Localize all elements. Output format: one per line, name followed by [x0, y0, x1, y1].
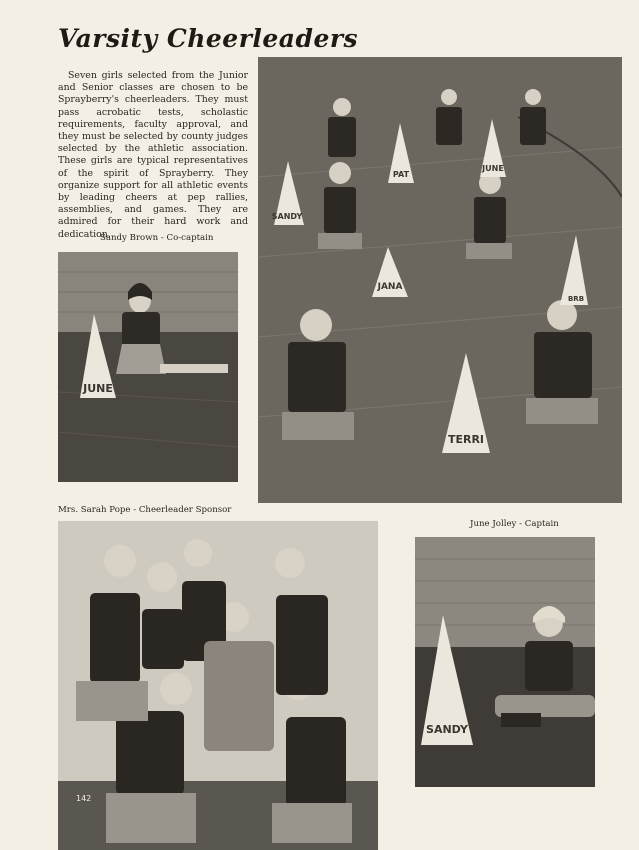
photo-group-court	[258, 57, 622, 503]
megaphone-label: SANDY	[426, 723, 468, 736]
photo-sponsor-group	[58, 521, 378, 850]
caption-sponsor: Mrs. Sarah Pope - Cheerleader Sponsor	[58, 505, 232, 515]
megaphone-label: BRB	[567, 295, 585, 303]
photo-captain	[415, 537, 595, 787]
page-title: Varsity Cheerleaders	[58, 24, 359, 53]
page-number: 142	[76, 794, 92, 803]
photo-cocaptain	[58, 252, 238, 482]
megaphone-label: JUNE	[83, 382, 113, 395]
megaphone-label: PAT	[392, 170, 410, 179]
megaphone-label: TERRI	[447, 433, 485, 446]
megaphone-label: JANA	[377, 282, 403, 292]
caption-captain: June Jolley - Captain	[470, 519, 559, 529]
intro-paragraph: Seven girls selected from the Junior and Senior classes are chosen to be Sprayberry's cheerleaders. They must pass acrobatic tests, scholastic requirements, faculty approval, and they must be selected by county judges selected by the athletic association. These girls are typical representatives of the spirit of Sprayberry. They organize support for all athletic events by leading cheers at pep rallies, assemblies, and games. They are admired for their hard work and dedication.	[58, 70, 248, 240]
caption-cocaptain: Sandy Brown - Co-captain	[100, 233, 214, 243]
megaphone-label: JUNE	[482, 164, 504, 173]
megaphone-label: SANDY	[271, 212, 303, 221]
